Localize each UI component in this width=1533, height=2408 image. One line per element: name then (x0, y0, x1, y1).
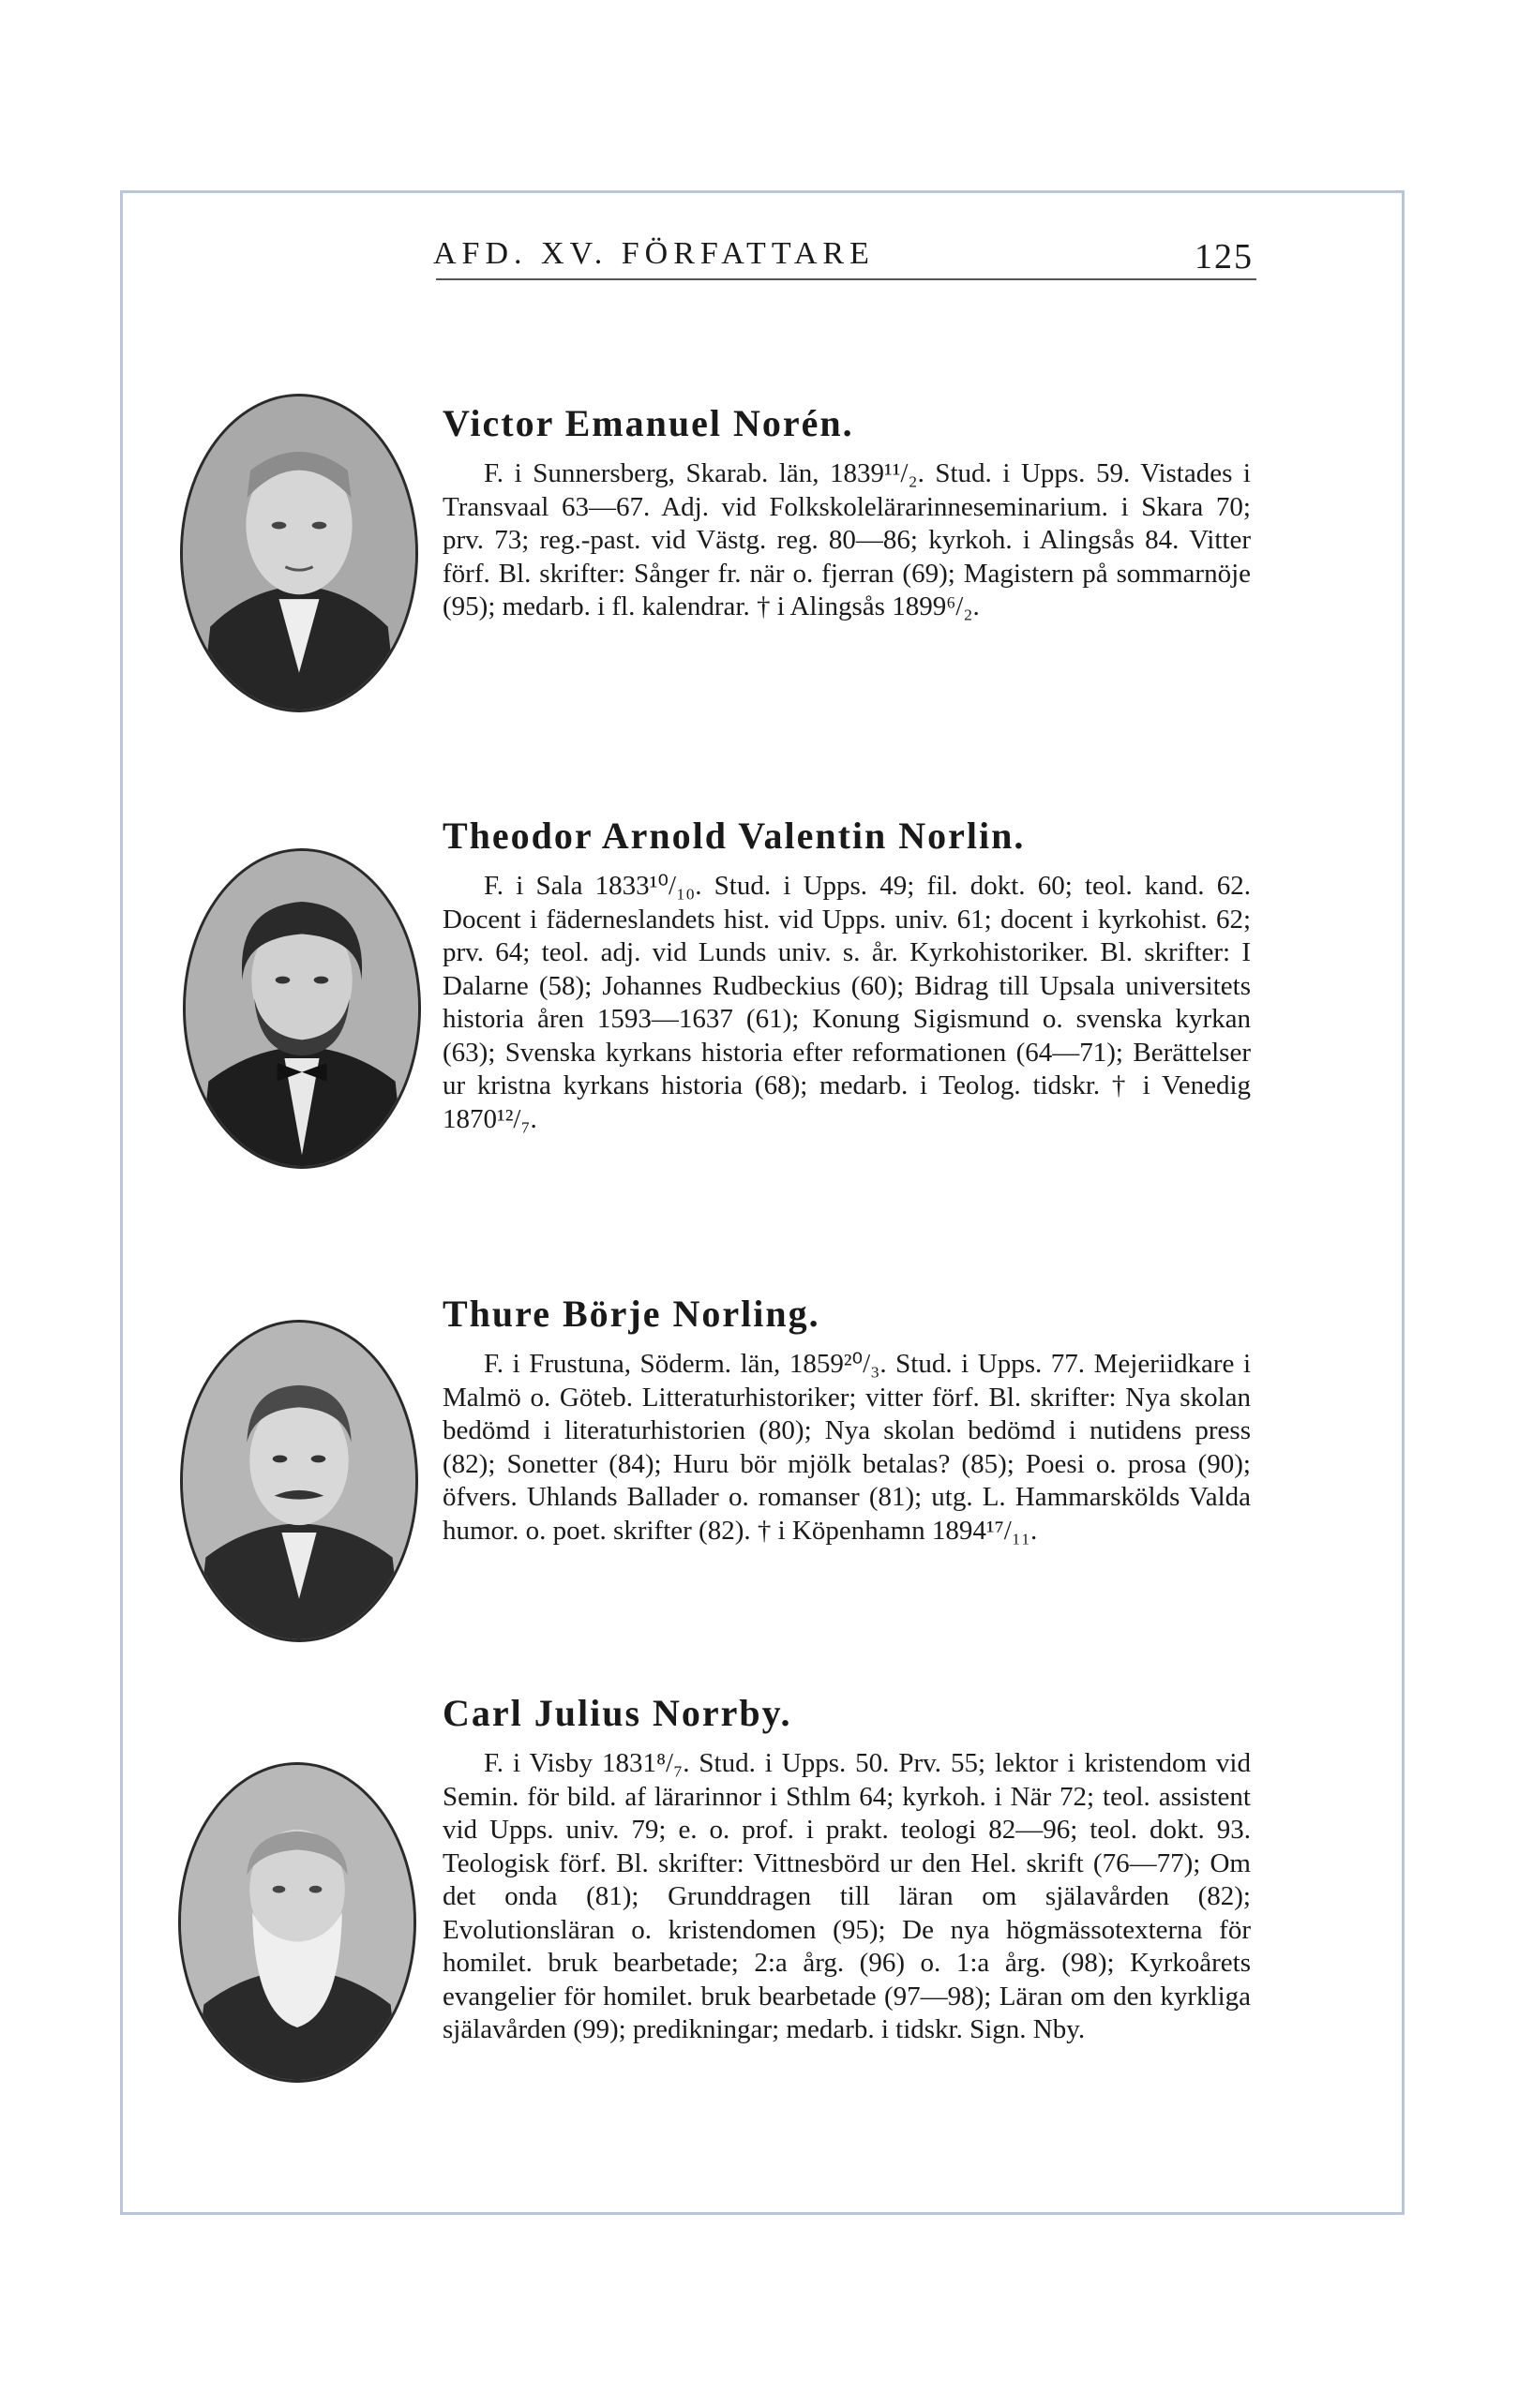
portrait-norrby-image (181, 1765, 413, 2080)
entry-norlin (443, 815, 1251, 1136)
page-number: 125 (1195, 237, 1254, 277)
entry-name: Theodor Arnold Valentin Norlin. (443, 815, 1026, 857)
portrait-norrby (178, 1762, 416, 2083)
section-title: AFD. XV. FÖRFATTARE (433, 236, 875, 271)
entry-bio: F. i Sunnersberg, Skarab. län, 1839¹¹/₂. Stud. i Upps. 59. Vistades i Transvaal 63—67. Adj. vid Folkskolelärarinneseminarium. i Skara 70; prv. 73; reg.-past. vid Västg. reg. 80—86; kyrkoh. i Alingsås 84. Vitter förf. Bl. skrifter: Sånger fr. när o. fjerran (69); Magistern på sommarnöje (95); medarb. i fl. kalendrar. † i Alingsås 1899⁶/₂. (443, 458, 1251, 621)
entry-name: Thure Börje Norling. (443, 1293, 820, 1335)
entry-bio: F. i Frustuna, Söderm. län, 1859²⁰/₃. Stud. i Upps. 77. Mejeriidkare i Malmö o. Göteb. Litteraturhistoriker; vitter förf. Bl. skrifter: Nya skolan bedömd i literaturhistorien (80); Nya skolan bedömd i nutidens press (82); Sonetter (84); Huru bör mjölk betalas? (85); Poesi o. prosa (90); öfvers. Uhlands Ballader o. romanser (81); utg. L. Hammarskölds Valda humor. o. poet. skrifter (82). † i Köpenhamn 1894¹⁷/₁₁. (443, 1349, 1251, 1546)
portrait-noren-image (183, 396, 415, 710)
portrait-norling (180, 1320, 418, 1642)
header-rule (436, 278, 1256, 280)
entry-norling (443, 1294, 1251, 1548)
entry-name: Carl Julius Norrby. (443, 1692, 792, 1734)
entry-bio: F. i Sala 1833¹⁰/₁₀. Stud. i Upps. 49; fil. dokt. 60; teol. kand. 62. Docent i fäderneslandets hist. vid Upps. univ. 61; docent i kyrkohist. 62; prv. 64; teol. adj. vid Lunds univ. s. år. Kyrkohistoriker. Bl. skrifter: I Dalarne (58); Johannes Rudbeckius (60); Bidrag till Upsala universitets historia åren 1593—1637 (61); Konung Sigismund o. svenska kyrkan (63); Svenska kyrkans historia efter reformationen (64—71); Berättelser ur kristna kyrkans historia (68); medarb. i Teolog. tidskr. † i Venedig 1870¹²/₇. (443, 871, 1251, 1134)
portrait-norling-image (183, 1323, 415, 1639)
entry-noren (443, 403, 1251, 624)
entry-norrby (443, 1693, 1251, 2047)
entry-name: Victor Emanuel Norén. (443, 402, 854, 444)
entry-bio: F. i Visby 1831⁸/₇. Stud. i Upps. 50. Prv. 55; lektor i kristendom vid Semin. för bild. af lärarinnor i Sthlm 64; kyrkoh. i När 72; teol. assistent vid Upps. univ. 79; e. o. prof. i prakt. teologi 82—96; teol. dokt. 93. Teologisk förf. Bl. skrifter: Vittnesbörd ur den Hel. skrift (76—77); Om det onda (81); Grunddragen till läran om själavården (82); Evolutionsläran o. kristendomen (95); De nya högmässotexterna för homilet. bruk bearbetade; 2:a årg. (96) o. 1:a årg. (98); Kyrkoårets evangelier för homilet. bruk bearbetade (97—98); Läran om den kyrkliga själavården (99); predikningar; medarb. i tidskr. Sign. Nby. (443, 1748, 1251, 2044)
portrait-norlin-image (186, 851, 418, 1166)
portrait-norlin (183, 848, 421, 1169)
portrait-noren (180, 394, 418, 712)
